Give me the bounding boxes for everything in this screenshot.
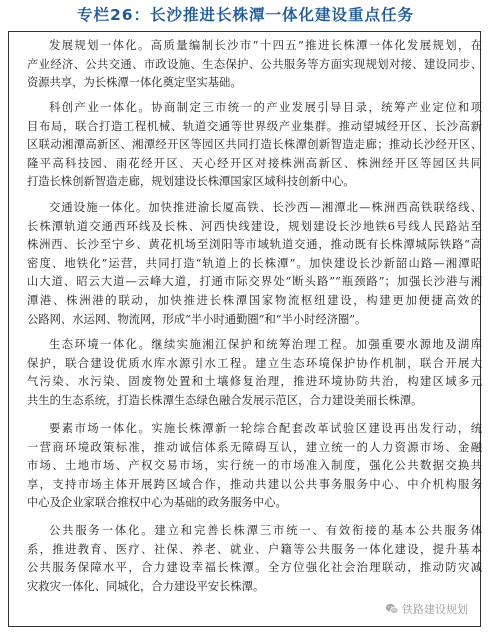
text-line: 密度、地铁化”运营，共同打造“轨道上的长株潭”。加快建设长沙新韶山路—湘潭昭 [27, 256, 482, 270]
paragraph-ecology [27, 336, 482, 410]
text-line: 区联动湘潭高新区、湘潭经开区等园区共同打造长株潭创新智造走廊；推动长沙经开区、 [27, 138, 482, 152]
text-line: 保护，联合建设优质水库水源引水工程。建立生态环境保护协作机制，联合开展大 [27, 356, 482, 370]
text-line: 灾救灾一体化、同城化，合力建设平安长株潭。 [27, 579, 265, 593]
text-line: 隆平高科技园、雨花经开区、天心经开区对接株洲高新区、株洲经开区等园区共同 [27, 156, 482, 170]
watermark [385, 601, 468, 617]
page-title: 专栏26：长沙推进长株潭一体化建设重点任务 [76, 6, 415, 24]
text-line: 交通设施一体化。加快推进渝长厦高铁、长沙西—湘潭北—株洲西高铁联络线、 [49, 201, 482, 214]
text-line: 长株潭轨道交通西环线及长株、河西快线建设，规划建设长沙地铁6号线人民路站至 [27, 219, 482, 233]
text-line: 一营商环境政策标准，推动诚信体系无障碍互认，建立统一的人力资源市场、金融 [27, 440, 482, 454]
text-line: 产业经济、公共交通、市政设施、生态保护、公共服务等方面实现规划对接、建设同步、 [27, 57, 482, 71]
wechat-icon [385, 602, 399, 616]
paragraph-public-service [27, 522, 482, 596]
text-line: 中心及企业家联合推权中心为基础的政务服务中心。 [27, 496, 287, 510]
paragraph-transport [27, 199, 482, 329]
paragraph-industry [27, 99, 482, 192]
text-line: 公路网、水运网、物流网，形成“半小时通勤圈”和“半小时经济圈”。 [27, 312, 367, 326]
text-line: 系，推进教育、医疗、社保、养老、就业、户籍等公共服务一体化建设，提升基本 [27, 542, 482, 556]
text-line: 市场、土地市场、产权交易市场，实行统一的市场准入制度，强化公共数据交换共 [27, 459, 482, 473]
text-line: 科创产业一体化。协商制定三市统一的产业发展引导目录，统筹产业定位和项 [49, 101, 482, 114]
title-bar [0, 0, 491, 30]
text-line: 打造长株创新智造走廊，规划建设长株潭国家区域科技创新中心。 [27, 175, 355, 189]
paragraph-planning [27, 37, 482, 93]
text-line: 公共服务保障水平，合力建设幸福长株潭。全方位强化社会治理联动，推动防灾减 [27, 561, 482, 575]
text-line: 发展规划一体化。高质量编制长沙市“十四五”推进长株潭一体化发展规划，在 [49, 39, 482, 52]
text-line: 公共服务一体化。建立和完善长株潭三市统一、有效衔接的基本公共服务体 [49, 524, 482, 537]
text-line: 共生的生态系统，打造长株潭生态绿色融合发展示范区，合力建设美丽长株潭。 [27, 393, 423, 407]
content-box [8, 31, 481, 627]
watermark-text: 铁路建设规划 [402, 603, 468, 616]
text-line: 要素市场一体化。实施长株潭新一轮综合配套改革试验区建设再出发行动，统 [49, 422, 482, 435]
text-line: 潭港、株洲港的联动，加快推进长株潭国家物流枢纽建设，构建更加便捷高效的 [27, 293, 482, 307]
text-line: 株洲西、长沙至宁乡、黄花机场至浏阳等市域轨道交通，推动既有长株潭城际铁路“高 [27, 238, 482, 252]
paragraph-market [27, 420, 482, 513]
text-line: 生态环境一体化。继续实施湘江保护和统筹治理工程。加强重要水源地及湖库 [49, 338, 482, 351]
text-line: 山大道、昭云大道—云峰大道，打通市际交界处“断头路”“瓶颈路”；加强长沙港与湘 [27, 275, 482, 289]
text-line: 资源共享，为长株潭一体化奠定坚实基础。 [27, 76, 242, 90]
text-line: 目布局，联合打造工程机械、轨道交通等世界级产业集群。推动望城经开区、长沙高新 [27, 119, 482, 133]
text-line: 气污染、水污染、固废物处置和土壤修复治理，推进环境协防共治，构建区域多元 [27, 375, 482, 389]
text-line: 享，支持市场主体开展跨区域合作，推动共建以公共事务服务中心、中介机构服务 [27, 477, 482, 491]
